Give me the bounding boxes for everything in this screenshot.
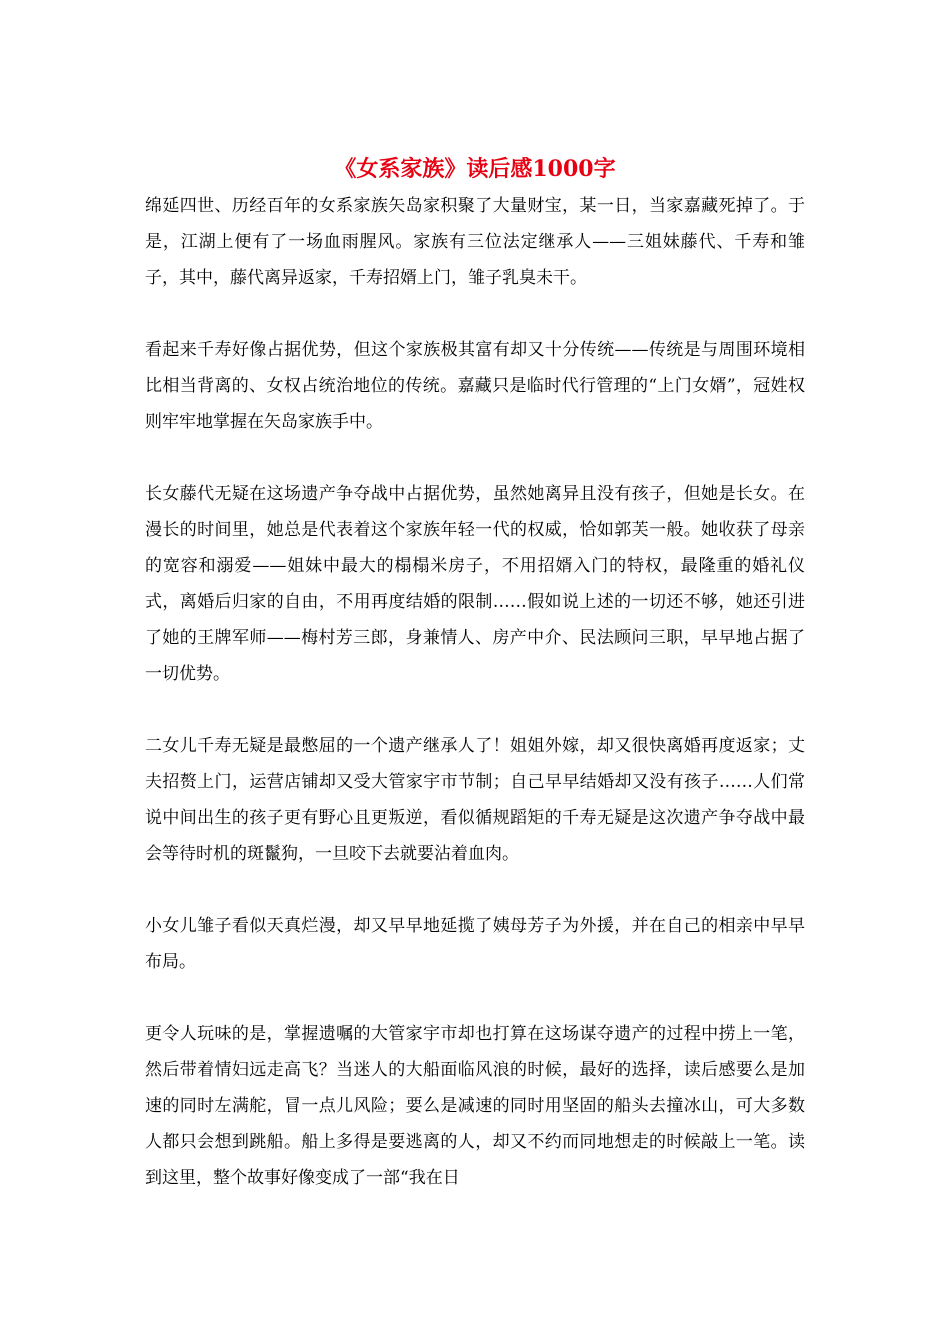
document-title: 《女系家族》读后感1000字: [334, 156, 616, 182]
paragraph-1: 绵延四世、历经百年的女系家族矢岛家积聚了大量财宝，某一日，当家嘉藏死掉了。于是，江湖上便有了一场血雨腥风。家族有三位法定继承人——三姐妹藤代、千寿和雏子，其中，藤代离异返家，千寿招婿上门，雏子乳臭未干。: [145, 196, 805, 288]
paragraph-5: 小女儿雏子看似天真烂漫，却又早早地延揽了姨母芳子为外援，并在自己的相亲中早早布局。: [145, 916, 805, 972]
paragraph-3: 长女藤代无疑在这场遗产争夺战中占据优势，虽然她离异且没有孩子，但她是长女。在漫长的时间里，她总是代表着这个家族年轻一代的权威，恰如郭芙一般。她收获了母亲的宽容和溺爱——姐妹中最大的榻榻米房子，不用招婿入门的特权，最隆重的婚礼仪式，离婚后归家的自由，不用再度结婚的限制……假如说上述的一切还不够，她还引进了她的王牌军师——梅村芳三郎，身兼情人、房产中介、民法顾问三职，早早地占据了一切优势。: [145, 484, 805, 684]
document-page: [145, 150, 805, 1232]
paragraph-4: 二女儿千寿无疑是最憋屈的一个遗产继承人了！姐姐外嫁，却又很快离婚再度返家；丈夫招赘上门，运营店铺却又受大管家宇市节制；自己早早结婚却又没有孩子……人们常说中间出生的孩子更有野心且更叛逆，看似循规蹈矩的千寿无疑是这次遗产争夺战中最会等待时机的斑鬣狗，一旦咬下去就要沾着血肉。: [145, 736, 805, 864]
paragraph-2: 看起来千寿好像占据优势，但这个家族极其富有却又十分传统——传统是与周围环境相比相当背离的、女权占统治地位的传统。嘉藏只是临时代行管理的“上门女婿”，冠姓权则牢牢地掌握在矢岛家族手中。: [145, 340, 805, 432]
paragraph-6: 更令人玩味的是，掌握遗嘱的大管家宇市却也打算在这场谋夺遗产的过程中捞上一笔，然后带着情妇远走高飞？当迷人的大船面临风浪的时候，最好的选择，读后感要么是加速的同时左满舵，冒一点儿风险；要么是减速的同时用坚固的船头去撞冰山，可大多数人都只会想到跳船。船上多得是要逃离的人，却又不约而同地想走的时候敲上一笔。读到这里，整个故事好像变成了一部“我在日: [145, 1024, 805, 1188]
